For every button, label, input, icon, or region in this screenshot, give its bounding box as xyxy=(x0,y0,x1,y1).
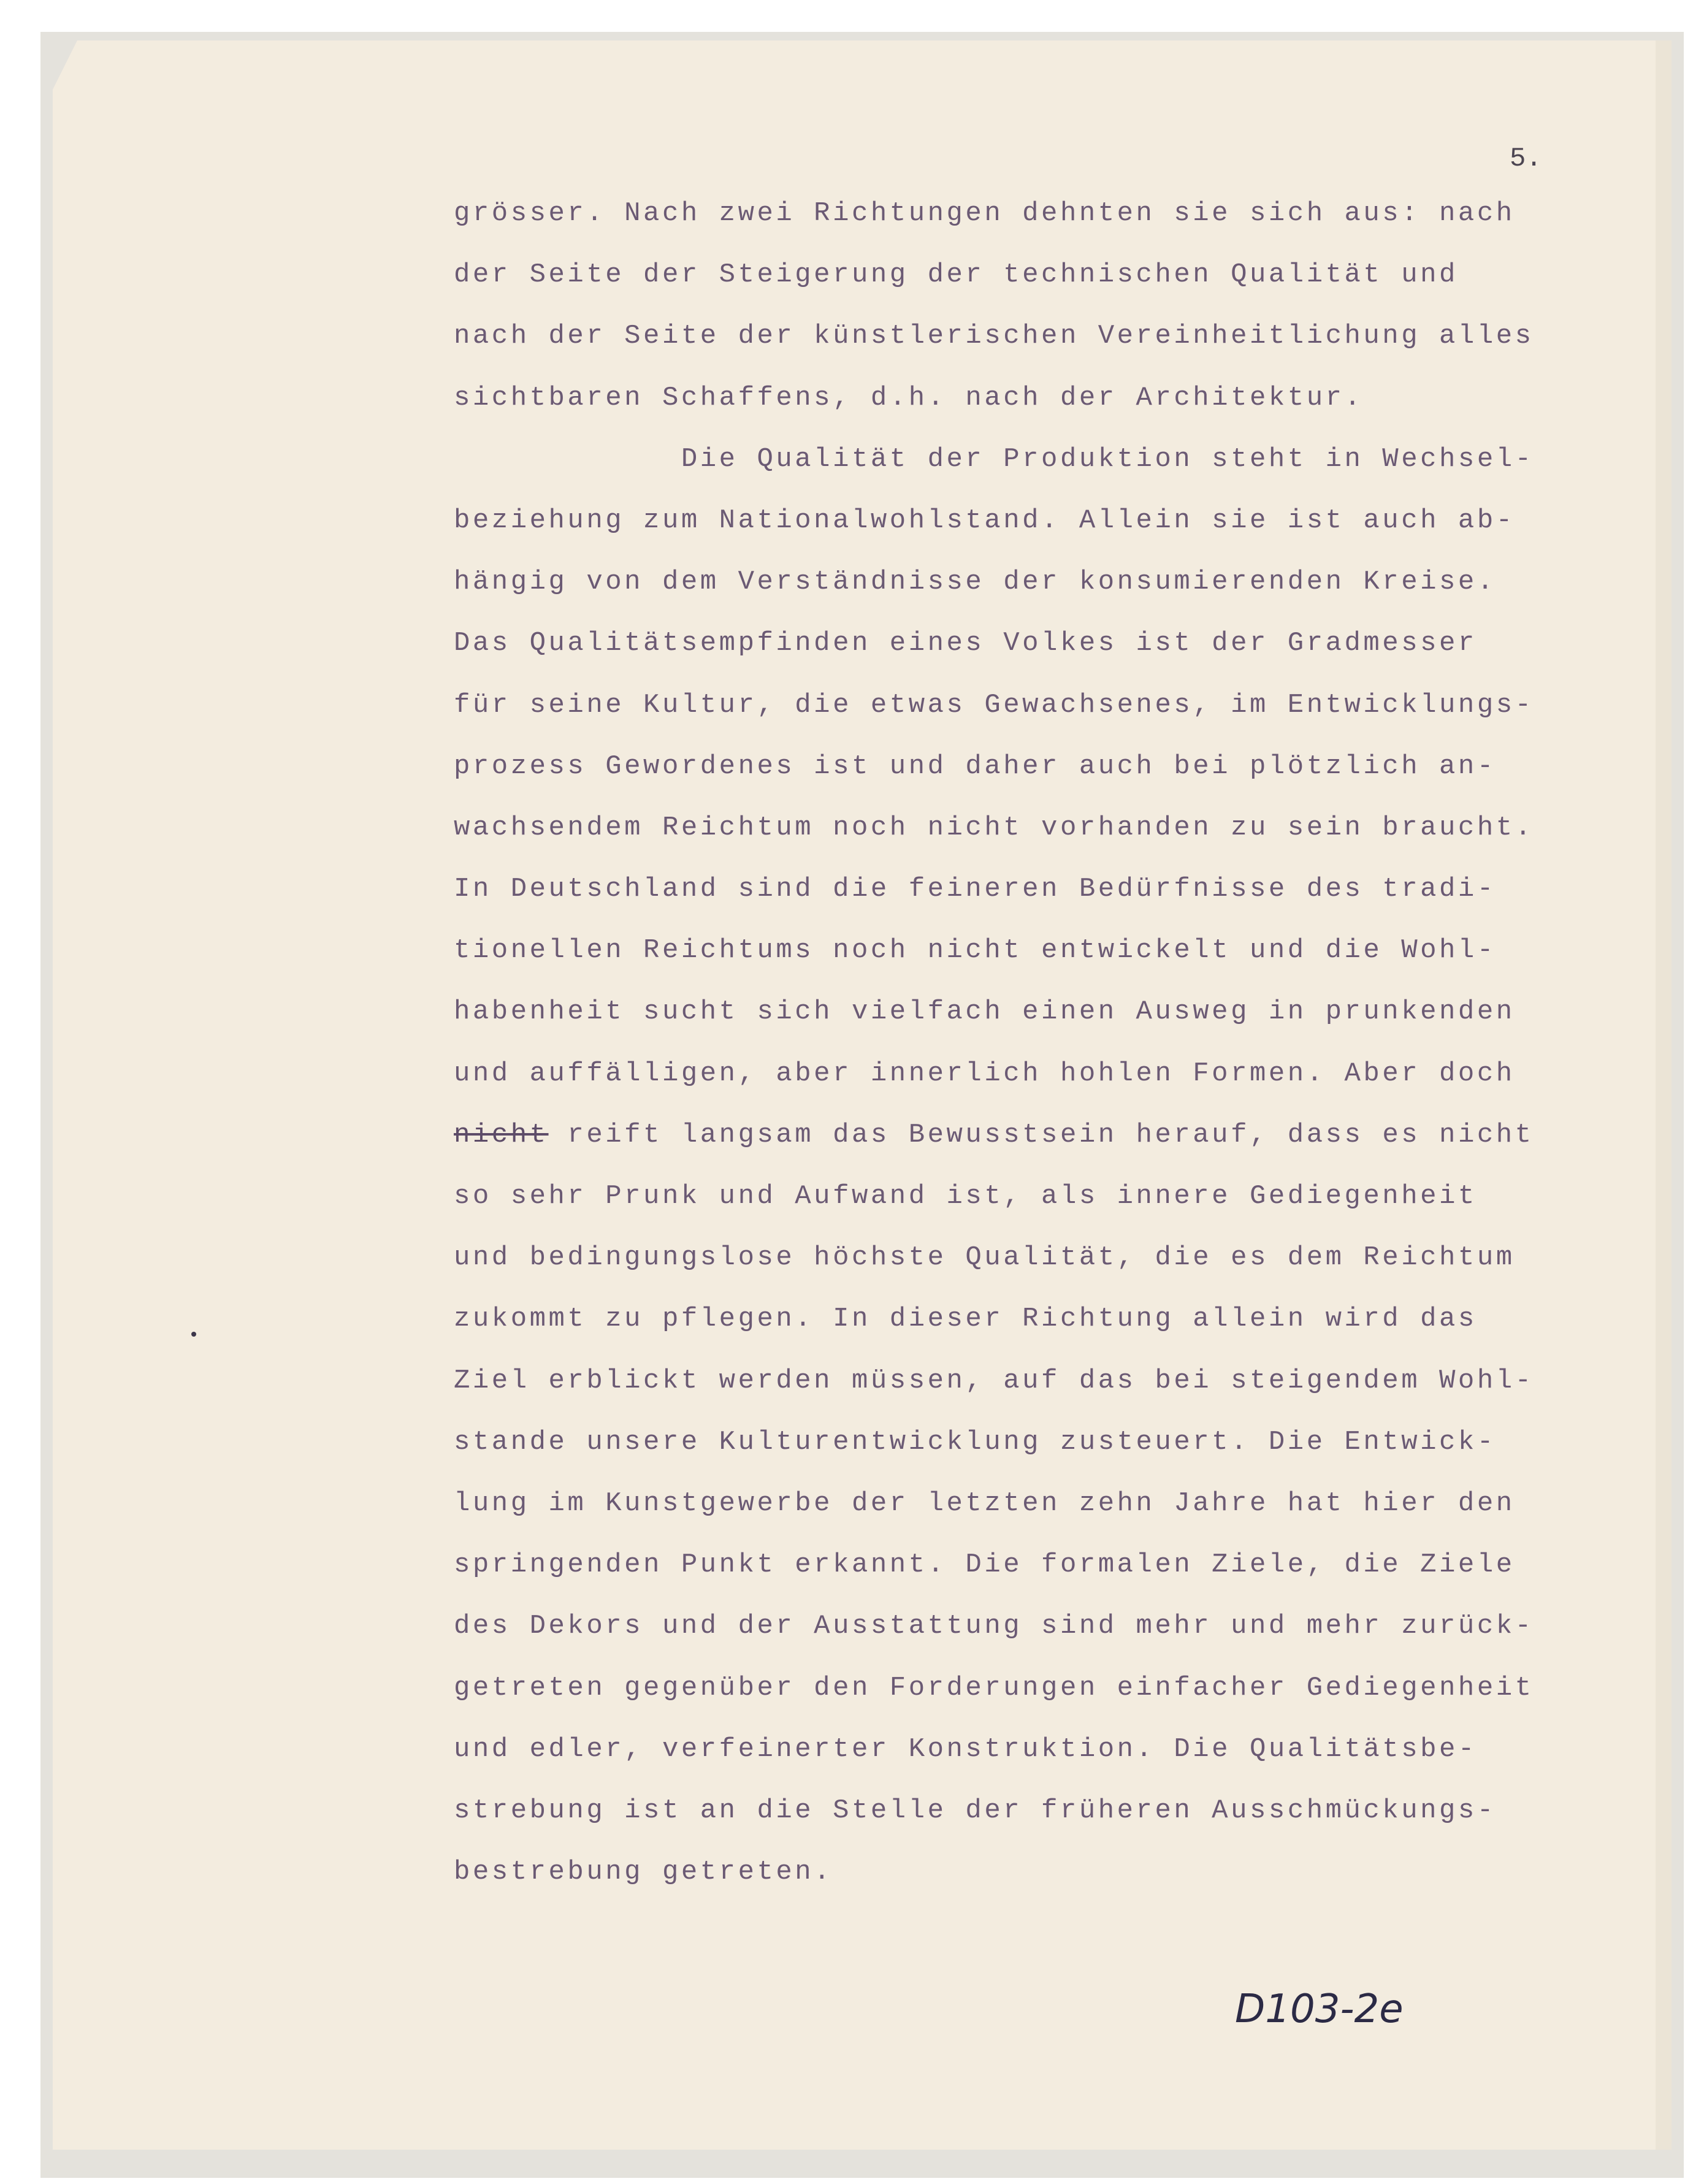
text-line: prozess Gewordenes ist und daher auch bei plötzlich an- xyxy=(454,750,1496,782)
text-line: so sehr Prunk und Aufwand ist, als innere Gediegenheit xyxy=(454,1181,1477,1212)
text-line: wachsendem Reichtum noch nicht vorhanden zu sein braucht. xyxy=(454,812,1534,843)
text-line: bestrebung getreten. xyxy=(454,1857,833,1888)
text-line: Die Qualität der Produktion steht in Wechsel- xyxy=(454,443,1534,475)
text-line: In Deutschland sind die feineren Bedürfnisse des tradi- xyxy=(454,874,1496,905)
text-line: Ziel erblickt werden müssen, auf das bei steigendem Wohl- xyxy=(454,1365,1534,1396)
text-line: sichtbaren Schaffens, d.h. nach der Architektur. xyxy=(454,382,1364,413)
ink-speck xyxy=(191,1332,196,1337)
text-line: nach der Seite der künstlerischen Vereinheitlichung alles xyxy=(454,321,1534,352)
text-line: tionellen Reichtums noch nicht entwickelt und die Wohl- xyxy=(454,935,1496,966)
text-line: grösser. Nach zwei Richtungen dehnten sie sich aus: nach xyxy=(454,198,1515,229)
text-line: springenden Punkt erkannt. Die formalen Ziele, die Ziele xyxy=(454,1549,1515,1581)
typed-text-body xyxy=(454,183,1643,1903)
text-line: und bedingungslose höchste Qualität, die es dem Reichtum xyxy=(454,1242,1515,1273)
text-line: hängig von dem Verständnisse der konsumierenden Kreise. xyxy=(454,567,1496,598)
text-line: strebung ist an die Stelle der früheren Ausschmückungs- xyxy=(454,1795,1496,1826)
text-line: und auffälligen, aber innerlich hohlen Formen. Aber doch xyxy=(454,1058,1515,1089)
struck-out-word: nicht xyxy=(454,1119,549,1150)
text-line: zukommt zu pflegen. In dieser Richtung allein wird das xyxy=(454,1304,1477,1335)
sheet-edge xyxy=(1656,40,1672,2150)
text-line: habenheit sucht sich vielfach einen Ausweg in prunkenden xyxy=(454,996,1515,1028)
text-line: der Seite der Steigerung der technischen Qualität und xyxy=(454,259,1458,291)
text-line xyxy=(454,1104,1643,1166)
archive-code-annotation: D103-2e xyxy=(1235,1987,1404,2032)
text-line: lung im Kunstgewerbe der letzten zehn Jahre hat hier den xyxy=(454,1487,1515,1519)
text-line: getreten gegenüber den Forderungen einfacher Gediegenheit xyxy=(454,1672,1534,1703)
text-line: des Dekors und der Ausstattung sind mehr und mehr zurück- xyxy=(454,1611,1534,1642)
text-line: Das Qualitätsempfinden eines Volkes ist der Gradmesser xyxy=(454,628,1477,659)
text-line-rest: reift langsam das Bewusstsein herauf, dass es nicht xyxy=(548,1119,1534,1150)
text-line: und edler, verfeinerter Konstruktion. Die Qualitätsbe- xyxy=(454,1733,1477,1765)
page-number: 5. xyxy=(1510,143,1542,174)
text-line: stande unsere Kulturentwicklung zusteuert. Die Entwick- xyxy=(454,1426,1496,1457)
text-line: beziehung zum Nationalwohlstand. Allein sie ist auch ab- xyxy=(454,505,1515,536)
text-line: für seine Kultur, die etwas Gewachsenes, im Entwicklungs- xyxy=(454,689,1534,720)
